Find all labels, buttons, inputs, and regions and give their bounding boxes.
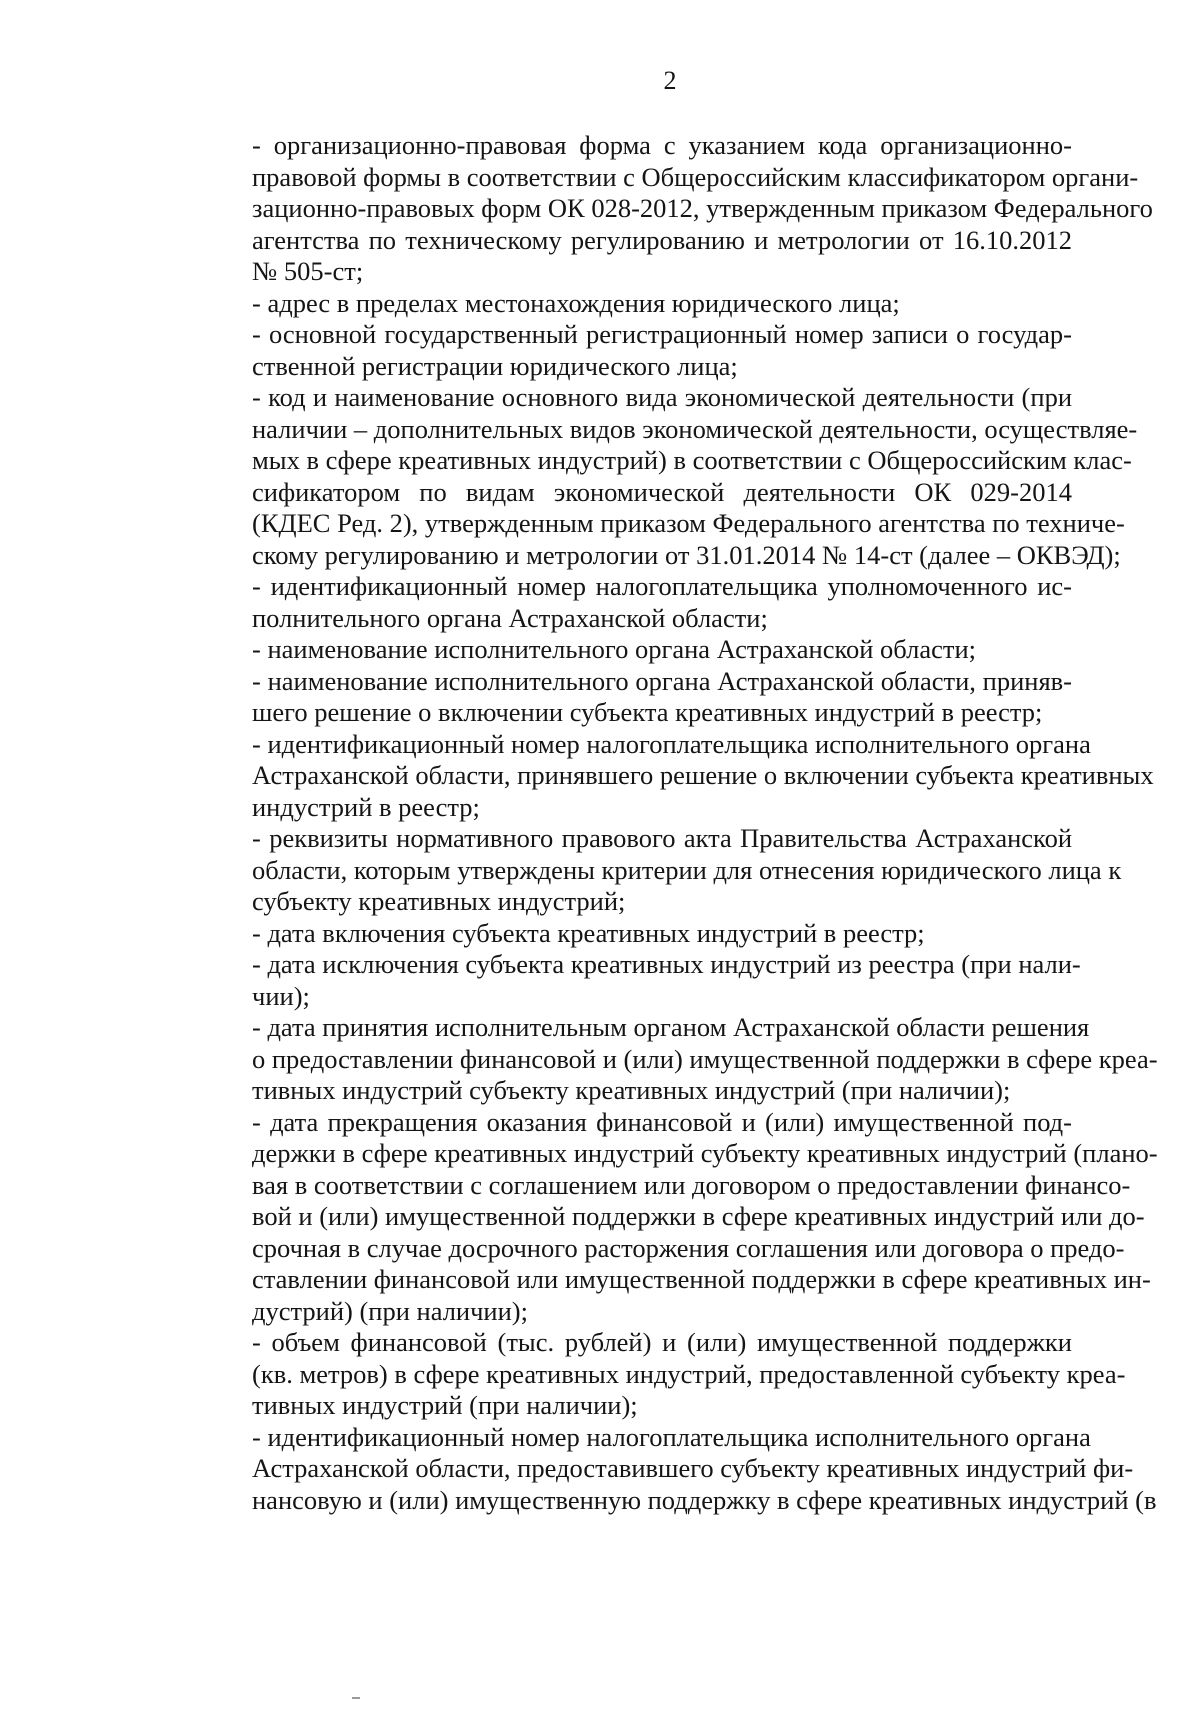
- text-line: (КДЕС Ред. 2), утвержденным приказом Федерального агентства по техниче-: [252, 508, 1125, 538]
- scan-speck: [352, 1697, 360, 1699]
- list-item-paragraph: [182, 382, 1138, 571]
- text-line: о предоставлении финансовой и (или) имущественной поддержки в сфере креа-: [252, 1043, 1158, 1074]
- text-line: (кв. метров) в сфере креативных индустрий, предоставленной субъекту креа-: [252, 1358, 1126, 1389]
- list-item-paragraph: [182, 918, 1072, 950]
- text-line: тивных индустрий (при наличии);: [252, 1390, 638, 1420]
- text-line: ственной регистрации юридического лица;: [252, 350, 738, 381]
- list-item-paragraph: [182, 666, 1072, 729]
- list-item-paragraph: [182, 130, 1153, 288]
- list-item-paragraph: [182, 728, 1154, 824]
- text-line: скому регулированию и метрологии от 31.01.2014 № 14-ст (далее – ОКВЭД);: [252, 539, 1121, 570]
- text-line: держки в сфере креативных индустрий субъекту креативных индустрий (плано-: [252, 1138, 1158, 1168]
- list-item-paragraph: [182, 823, 1122, 918]
- text-line: - наименование исполнительного органа Астраханской области, приняв-: [252, 665, 1072, 696]
- text-line: наличии – дополнительных видов экономической деятельности, осуществляе-: [252, 413, 1138, 444]
- text-line: зационно-правовых форм ОК 028-2012, утвержденным приказом Федерального: [252, 193, 1153, 223]
- text-line: шего решение о включении субъекта креативных индустрий в реестр;: [252, 697, 1043, 727]
- list-item-paragraph: [182, 288, 1072, 320]
- text-line: - основной государственный регистрационный номер записи о государ-: [252, 319, 1072, 349]
- text-line: чии);: [252, 980, 310, 1011]
- list-item-paragraph: [182, 949, 1081, 1012]
- list-item-paragraph: [182, 634, 1072, 666]
- text-line: ставлении финансовой или имущественной поддержки в сфере креативных ин-: [252, 1264, 1151, 1294]
- text-line: - объем финансовой (тыс. рублей) и (или) имущественной поддержки: [252, 1327, 1072, 1357]
- list-item-paragraph: [182, 1012, 1158, 1107]
- list-item-paragraph: [182, 1421, 1157, 1517]
- text-line: - код и наименование основного вида экономической деятельности (при: [252, 382, 1072, 412]
- text-line: - организационно-правовая форма с указанием кода организационно-: [252, 130, 1072, 160]
- text-line: - идентификационный номер налогоплательщика исполнительного органа: [252, 728, 1091, 759]
- text-line: Астраханской области, принявшего решение о включении субъекта креативных: [252, 760, 1154, 790]
- list-item-paragraph: [182, 1106, 1158, 1328]
- text-line: области, которым утверждены критерии для отнесения юридического лица к: [252, 854, 1122, 885]
- text-line: правовой формы в соответствии с Общероссийским классификатором органи-: [252, 161, 1139, 192]
- list-item-paragraph: [182, 1327, 1126, 1422]
- text-line: - идентификационный номер налогоплательщика уполномоченного ис-: [252, 571, 1072, 601]
- text-line: № 505-ст;: [252, 256, 364, 286]
- text-line: мых в сфере креативных индустрий) в соответствии с Общероссийским клас-: [252, 445, 1132, 475]
- text-line: - идентификационный номер налогоплательщика исполнительного органа: [252, 1421, 1091, 1452]
- text-line: тивных индустрий субъекту креативных индустрий (при наличии);: [252, 1075, 1011, 1105]
- text-line: агентства по техническому регулированию и метрологии от 16.10.2012: [252, 224, 1072, 255]
- list-item-paragraph: [182, 319, 1072, 382]
- text-line: вой и (или) имущественной поддержки в сфере креативных индустрий или до-: [252, 1201, 1145, 1231]
- text-line: дустрий) (при наличии);: [252, 1295, 528, 1326]
- text-line: субъекту креативных индустрий;: [252, 886, 626, 916]
- text-line: нансовую и (или) имущественную поддержку в сфере креативных индустрий (в: [252, 1484, 1157, 1515]
- text-line: - дата включения субъекта креативных индустрий в реестр;: [252, 917, 925, 948]
- text-line: Астраханской области, предоставившего субъекту креативных индустрий фи-: [252, 1453, 1134, 1483]
- page-number: 2: [663, 66, 677, 95]
- text-line: срочная в случае досрочного расторжения соглашения или договора о предо-: [252, 1232, 1125, 1263]
- text-line: - наименование исполнительного органа Астраханской области;: [252, 634, 976, 664]
- list-item-paragraph: [182, 571, 1072, 634]
- document-body: [182, 130, 1158, 1516]
- text-line: - дата исключения субъекта креативных индустрий из реестра (при нали-: [252, 949, 1081, 979]
- text-line: - дата прекращения оказания финансовой и (или) имущественной под-: [252, 1106, 1072, 1137]
- text-line: - адрес в пределах местонахождения юридического лица;: [252, 287, 900, 318]
- text-line: - реквизиты нормативного правового акта Правительства Астраханской: [252, 823, 1072, 853]
- text-line: - дата принятия исполнительным органом Астраханской области решения: [252, 1012, 1090, 1042]
- text-line: индустрий в реестр;: [252, 791, 480, 822]
- text-line: полнительного органа Астраханской области;: [252, 602, 768, 633]
- text-line: сификатором по видам экономической деятельности ОК 029-2014: [252, 476, 1072, 507]
- text-line: вая в соответствии с соглашением или договором о предоставлении финансо-: [252, 1169, 1131, 1200]
